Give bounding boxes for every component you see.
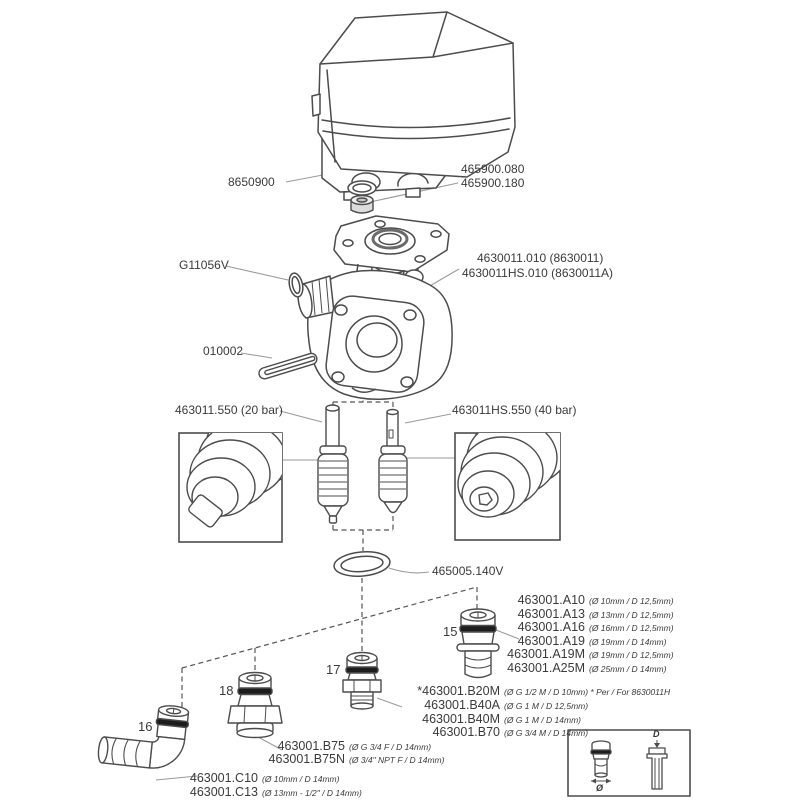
part-number: 463001.B40M	[422, 712, 500, 726]
label-clip: 010002	[203, 344, 244, 358]
label-cartridge-20bar: 463011.550 (20 bar)	[175, 403, 283, 417]
cartridge-20bar-drawing	[318, 405, 348, 523]
clip-drawing	[258, 352, 319, 380]
part-row-b75	[205, 739, 431, 753]
label-plug: 465900.180	[461, 176, 525, 190]
part-number: 463001.A19	[517, 634, 585, 648]
part-row-b70	[300, 725, 588, 739]
legend-depth-symbol: D	[653, 729, 660, 739]
part-spec: (Ø 13mm - 1/2" / D 14mm)	[262, 788, 362, 798]
part-number: 463001.A19M	[507, 647, 585, 661]
part-row-a25m	[420, 661, 666, 675]
part-row-b20m	[300, 684, 670, 698]
label-cartridge-40bar: 463011HS.550 (40 bar)	[452, 403, 577, 417]
oring-large-drawing	[333, 550, 391, 579]
part-number: *463001.B20M	[417, 684, 500, 698]
part-spec: (Ø G 1 M / D 14mm)	[504, 715, 581, 725]
label-valve-body-1: 4630011.010 (8630011)	[477, 251, 604, 265]
part-spec: (Ø G 1 M / D 12,5mm)	[504, 701, 589, 711]
valve-body-drawing	[296, 216, 452, 399]
fitting-18-drawing	[228, 673, 282, 738]
part-number: 463001.C13	[189, 785, 258, 799]
label-gasket: 465900.080	[461, 162, 525, 176]
inset-box-left	[179, 406, 302, 542]
part-number: 463001.A25M	[507, 661, 585, 675]
part-number: 463001.B70	[432, 725, 500, 739]
item-number-15: 15	[443, 624, 458, 639]
part-row-b75n	[205, 752, 444, 766]
part-row-b40a	[300, 698, 588, 712]
part-spec: (Ø G 3/4 F / D 14mm)	[349, 742, 432, 752]
part-spec: (Ø 3/4" NPT F / D 14mm)	[349, 755, 445, 765]
cartridge-40bar-drawing	[379, 410, 407, 513]
part-row-a10	[420, 593, 674, 607]
part-spec: (Ø 13mm / D 12,5mm)	[589, 610, 674, 620]
part-number: 463001.B75N	[268, 752, 345, 766]
oring-small-drawing	[287, 272, 305, 298]
label-oring-small: G11056V	[179, 258, 229, 272]
legend-box-drawing	[568, 730, 690, 796]
label-oring-large: 465005.140V	[432, 564, 504, 578]
part-number: 463001.C10	[189, 771, 258, 785]
part-row-a13	[420, 607, 674, 621]
inset-box-right	[455, 406, 570, 540]
part-row-a19	[420, 634, 666, 648]
legend-diameter-symbol: Ø	[596, 783, 604, 793]
part-spec: (Ø 19mm / D 12,5mm)	[589, 650, 674, 660]
part-row-c10	[128, 771, 339, 785]
part-spec: (Ø 19mm / D 14mm)	[589, 637, 667, 647]
label-actuator: 8650900	[228, 175, 275, 189]
part-spec: (Ø 10mm / D 14mm)	[262, 774, 340, 784]
part-spec: (Ø G 1/2 M / D 10mm) * Per / For 8630011H	[504, 687, 671, 697]
gasket-drawing	[348, 181, 376, 195]
part-number: 463001.B75	[277, 739, 345, 753]
part-spec: (Ø 25mm / D 14mm)	[589, 664, 667, 674]
item-number-16: 16	[138, 719, 153, 734]
part-number: 463001.A10	[517, 593, 585, 607]
part-row-a19m	[420, 647, 674, 661]
part-row-b40m	[300, 712, 581, 726]
part-spec: (Ø G 3/4 M / D 14mm)	[504, 728, 589, 738]
plug-drawing	[351, 196, 373, 214]
part-number: 463001.A16	[517, 620, 585, 634]
fitting-16-drawing	[97, 699, 190, 772]
part-spec: (Ø 16mm / D 12,5mm)	[589, 623, 674, 633]
item-number-17: 17	[326, 662, 341, 677]
part-row-c13	[128, 785, 362, 799]
part-row-a16	[420, 620, 674, 634]
part-number: 463001.B40A	[424, 698, 500, 712]
part-number: 463001.A13	[517, 607, 585, 621]
label-valve-body-2: 4630011HS.010 (8630011A)	[462, 266, 614, 280]
part-spec: (Ø 10mm / D 12,5mm)	[589, 596, 674, 606]
item-number-18: 18	[219, 683, 234, 698]
